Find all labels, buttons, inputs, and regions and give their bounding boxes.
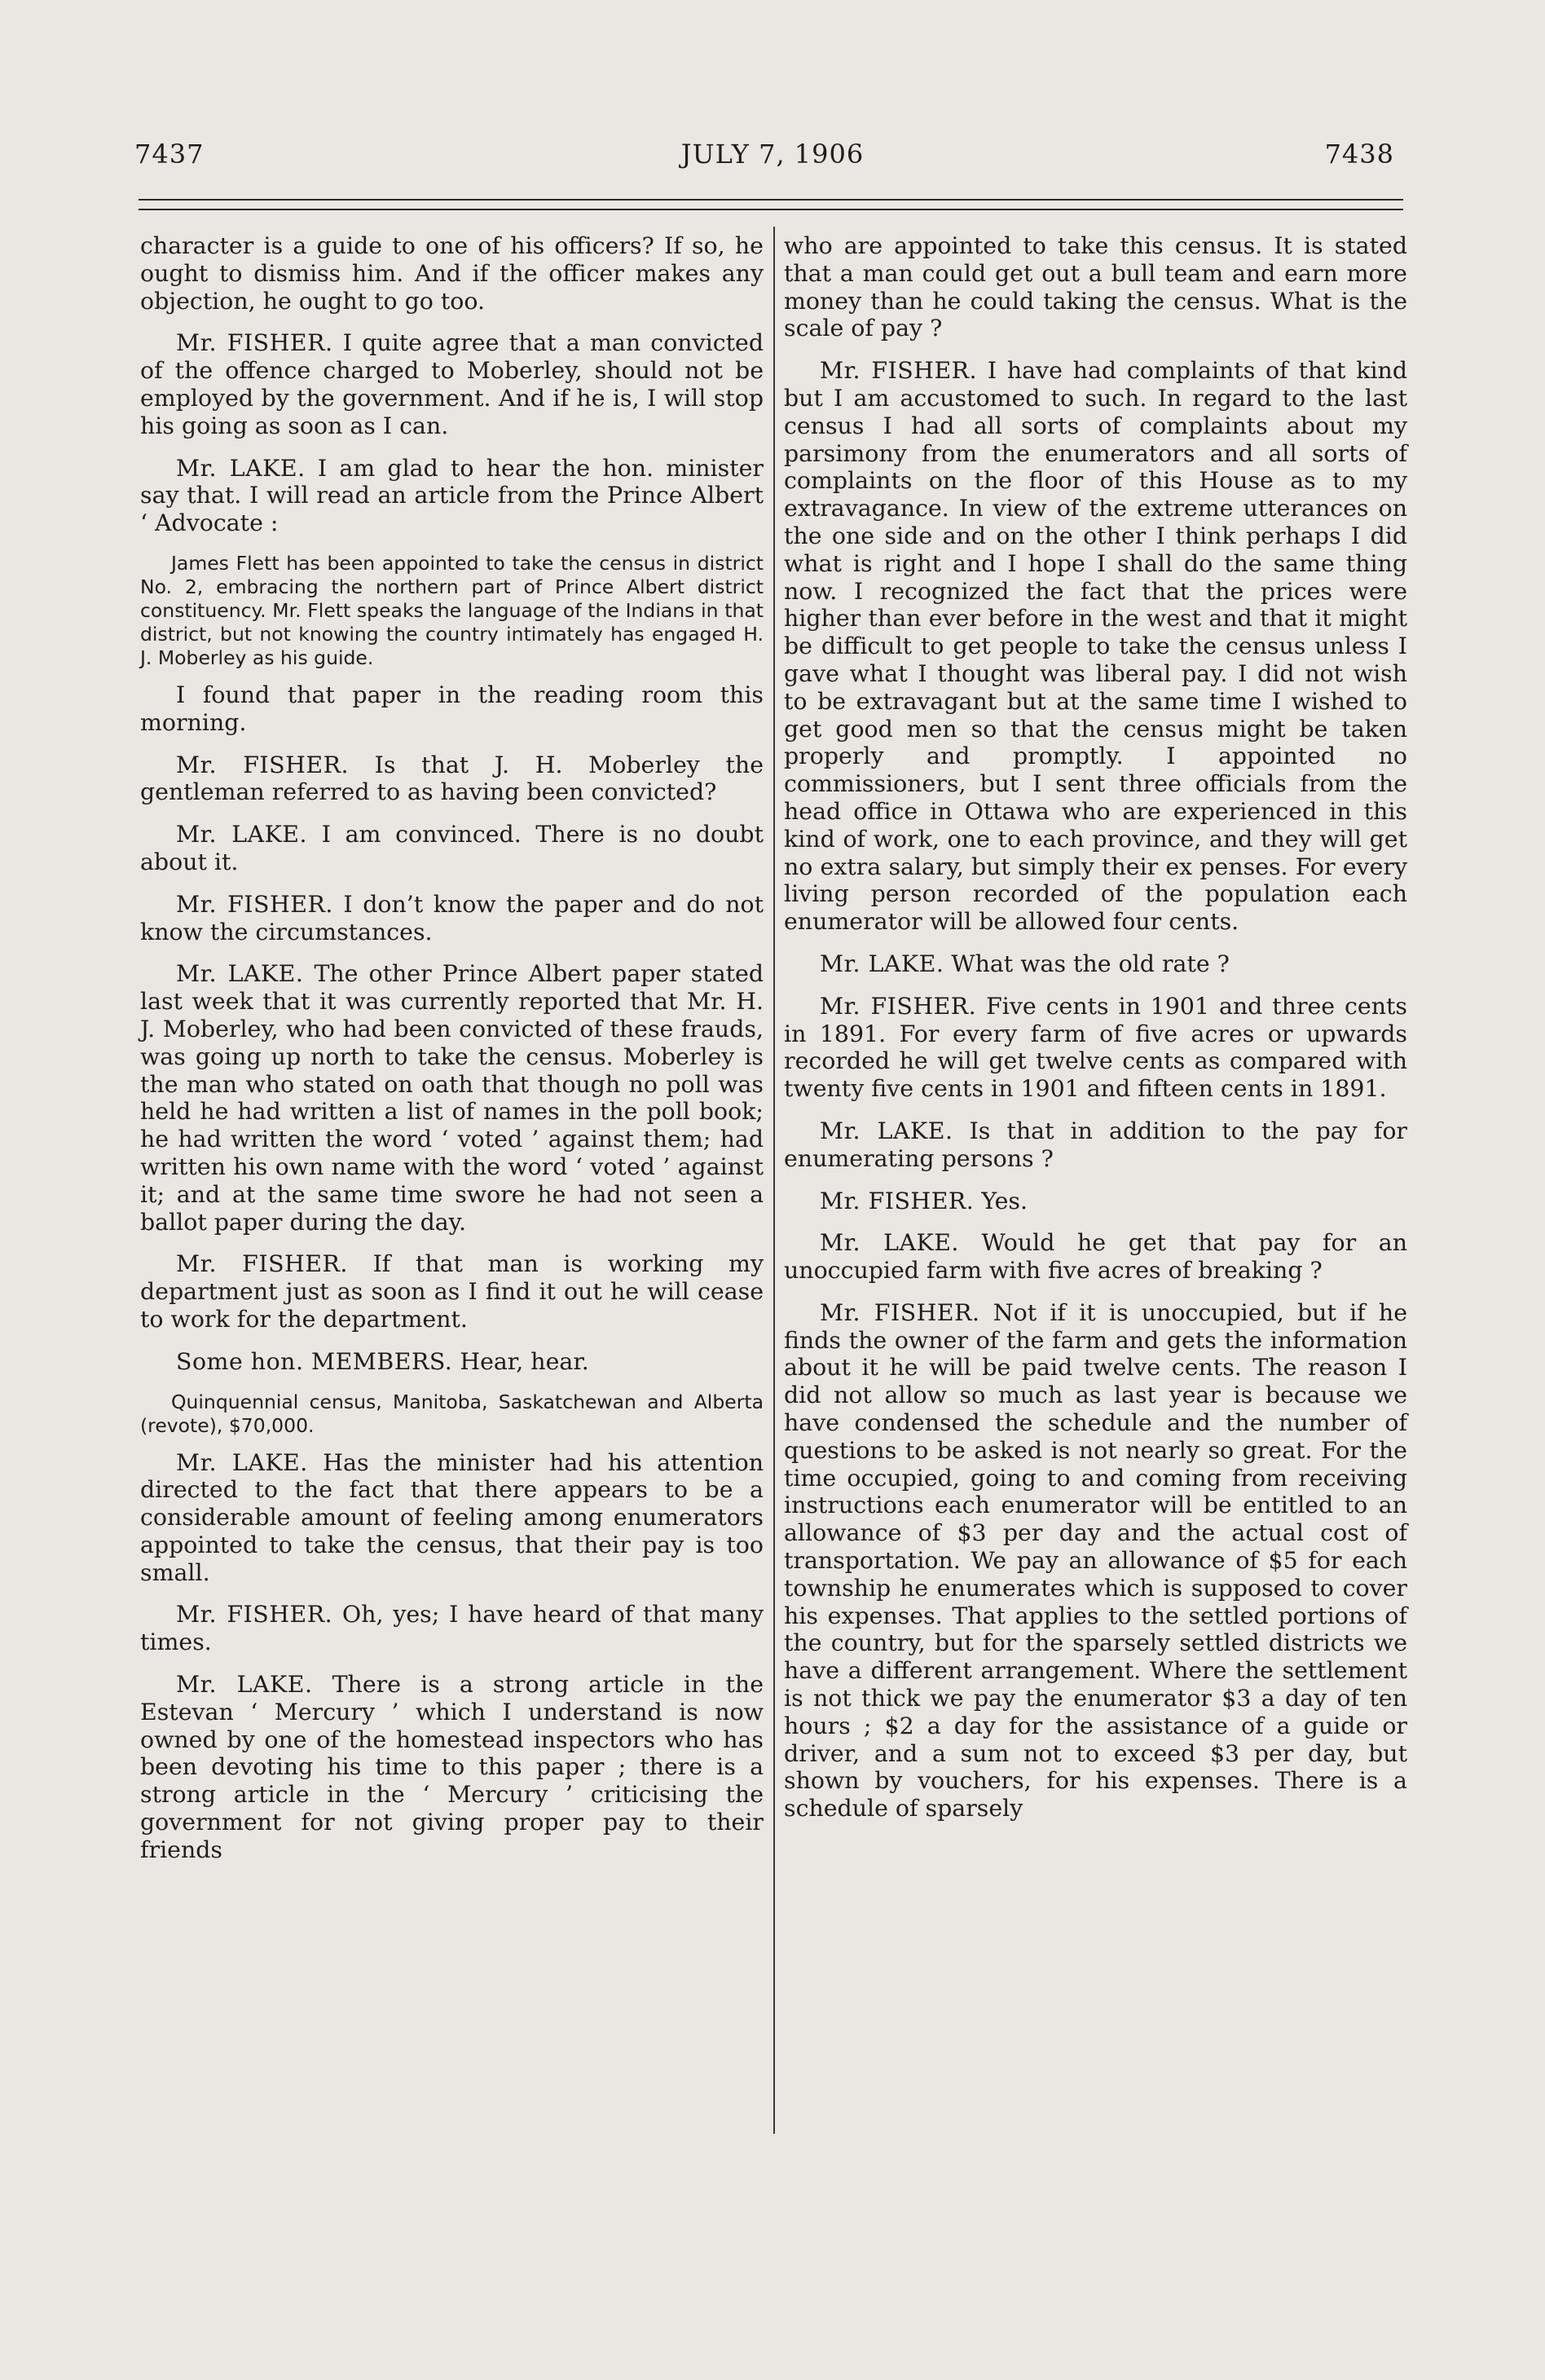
speaker-name: Mr. FISHER. xyxy=(176,890,333,918)
speech-text: Oh, yes; I have heard of that many times. xyxy=(140,1601,764,1656)
speech-paragraph xyxy=(140,891,764,946)
speech-paragraph xyxy=(140,751,764,807)
speech-paragraph xyxy=(140,1449,764,1587)
speech-text: Is that in addition to the pay for enumerating persons ? xyxy=(784,1117,1407,1172)
speech-paragraph xyxy=(140,960,764,1236)
speech-text: Is that J. H. Moberley the gentleman referred to as having been convicted? xyxy=(140,751,764,806)
header-rule-bottom xyxy=(139,209,1403,210)
right-column xyxy=(784,232,1407,1837)
speech-paragraph xyxy=(784,1229,1407,1285)
speaker-name: Mr. LAKE. xyxy=(176,1671,313,1699)
page-number-right: 7438 xyxy=(1324,139,1394,170)
speech-paragraph xyxy=(140,1348,764,1376)
speech-paragraph xyxy=(784,993,1407,1103)
speaker-name: Mr. FISHER. xyxy=(176,1601,333,1629)
speaker-name: Mr. FISHER. xyxy=(820,1298,980,1326)
speech-text: Would he get that pay for an unoccupied farm with five acres of breaking ? xyxy=(784,1229,1407,1285)
speech-text: I am convinced. There is no doubt about it. xyxy=(140,821,764,875)
speech-text: What was the old rate ? xyxy=(944,950,1230,977)
speaker-name: Mr. FISHER. xyxy=(820,357,978,385)
speaker-name: Mr. FISHER. xyxy=(820,1187,975,1214)
speech-text: Hear, hear. xyxy=(452,1347,589,1375)
speech-paragraph xyxy=(140,1601,764,1656)
speaker-name: Mr. FISHER. xyxy=(176,1250,348,1278)
continued-paragraph: character is a guide to one of his officers? If so, he ought to dismiss him. And if the officer makes any objection, he ought to go too. xyxy=(140,232,764,315)
speech-text: The other Prince Albert paper stated last week that it was currently reported that Mr. H. J. Moberley, who had been convicted of these frauds, was going up north to take the census. Moberley is the man who stated on oath that though no poll was held he had written a list of names in the poll book; he had written the word ‘ voted ’ against them; had written his own name with the word ‘ voted ’ against it; and at the same time swore he had not seen a ballot paper during the day. xyxy=(140,960,764,1236)
speaker-name: Mr. LAKE. xyxy=(176,960,304,988)
speech-paragraph xyxy=(140,1671,764,1864)
speaker-name: Mr. LAKE. xyxy=(176,821,308,848)
header-rule-top xyxy=(139,199,1403,201)
page-number-left: 7437 xyxy=(134,139,205,170)
speaker-name: Mr. FISHER. xyxy=(176,329,333,357)
speech-text: I quite agree that a man convicted of the offence charged to Moberley, should not be employed by the government. And if he is, I will stop his going as soon as I can. xyxy=(140,329,764,439)
speech-text: Has the minister had his attention directed to the fact that there appears to be a considerable amount of feeling among enumerators appointed to take the census, that their pay is too small. xyxy=(140,1448,764,1586)
page-date: JULY 7, 1906 xyxy=(680,139,865,170)
speaker-name: Mr. LAKE. xyxy=(820,1117,953,1144)
speech-text: Not if it is unoccupied, but if he finds the owner of the farm and gets the information about it he will be paid twelve cents. The reason I did not allow so much as last year is because we have condensed the schedule and the number of questions to be asked is not nearly so great. For the time occupied, going to and coming from receiving instructions each enumerator will be entitled to an allowance of $3 per day and the actual cost of transportation. We pay an allowance of $5 for each township he enumerates which is supposed to cover his expenses. That applies to the settled portions of the country, but for the sparsely settled districts we have a different arrangement. Where the settlement is not thick we pay the enumerator $3 a day of ten hours ; $2 a day for the assistance of a guide or driver, and a sum not to exceed $3 per day, but shown by vouchers, for his expenses. There is a schedule of sparsely xyxy=(784,1298,1407,1822)
speaker-name: Mr. FISHER. xyxy=(176,751,349,778)
speech-paragraph xyxy=(140,329,764,439)
speech-paragraph xyxy=(784,950,1407,978)
column-divider xyxy=(773,227,775,2134)
speech-paragraph xyxy=(140,455,764,537)
speech-paragraph xyxy=(784,1117,1407,1173)
speech-paragraph xyxy=(140,1250,764,1333)
continued-paragraph: who are appointed to take this census. It is stated that a man could get out a bull team and earn more money than he could taking the census. What is the scale of pay ? xyxy=(784,232,1407,342)
speaker-name: Some hon. MEMBERS. xyxy=(176,1347,453,1375)
speech-text: Five cents in 1901 and three cents in 1891. For every farm of five acres or upwards recorded he will get twelve cents as compared with twenty five cents in 1901 and fifteen cents in 1891. xyxy=(784,992,1407,1103)
speech-text: If that man is working my department just as soon as I find it out he will cease to work for the department. xyxy=(140,1250,764,1333)
speech-text: I am glad to hear the hon. minister say that. I will read an article from the Prince Albert ‘ Advocate : xyxy=(140,454,764,537)
speech-paragraph xyxy=(784,357,1407,936)
speech-text: I have had complaints of that kind but I am accustomed to such. In regard to the last census I had all sorts of complaints about my parsimony from the enumerators and all sorts of complaints on the floor of this House as to my extravagance. In view of the extreme utterances on the one side and on the other I think perhaps I did what is right and I hope I shall do the same thing now. I recognized the fact that the prices were higher than ever before in the west and that it might be difficult to get people to take the census unless I gave what I thought was liberal pay. I did not wish to be extravagant but at the same time I wished to get good men so that the census might be taken properly and promptly. I appointed no commissioners, but I sent three officials from the head office in Ottawa who are experienced in this kind of work, one to each province, and they will get no extra salary, but simply their ex penses. For every living person recorded of the population each enumerator will be allowed four cents. xyxy=(784,357,1407,936)
quoted-passage: James Flett has been appointed to take the census in district No. 2, embracing the northern part of Prince Albert district constituency. Mr. Flett speaks the language of the Indians in that district, but not knowing the country intimately has engaged H. J. Moberley as his guide. xyxy=(140,551,764,669)
speaker-name: Mr. LAKE. xyxy=(176,454,306,482)
speech-text: I don’t know the paper and do not know the circumstances. xyxy=(140,890,764,945)
left-column xyxy=(140,232,764,1879)
paragraph: I found that paper in the reading room this morning. xyxy=(140,681,764,736)
speaker-name: Mr. FISHER. xyxy=(820,992,977,1020)
speaker-name: Mr. LAKE. xyxy=(176,1448,308,1476)
speech-text: There is a strong article in the Estevan ‘ Mercury ’ which I understand is now owned by one of the homestead inspectors who has been devoting his time to this paper ; there is a strong article in the ‘ Mercury ’ criticising the government for not giving proper pay to their friends xyxy=(140,1671,764,1863)
speech-text: Yes. xyxy=(974,1187,1028,1214)
quoted-passage: Quinquennial census, Manitoba, Saskatchewan and Alberta (revote), $70,000. xyxy=(140,1390,764,1437)
speaker-name: Mr. LAKE. xyxy=(820,1229,959,1257)
speech-paragraph xyxy=(784,1299,1407,1822)
speaker-name: Mr. LAKE. xyxy=(820,950,944,977)
speech-paragraph xyxy=(140,821,764,876)
speech-paragraph xyxy=(784,1188,1407,1215)
